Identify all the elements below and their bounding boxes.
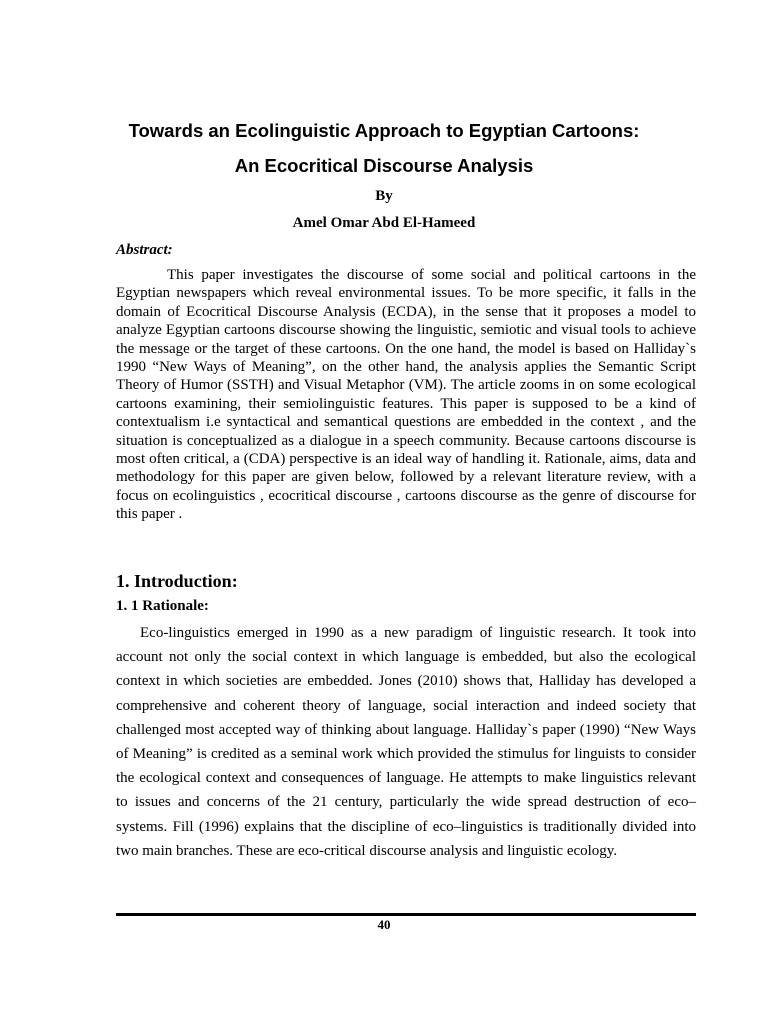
paper-title-line-2: An Ecocritical Discourse Analysis: [234, 155, 534, 176]
section-heading-introduction: 1. Introduction:: [116, 571, 238, 591]
author-name: Amel Omar Abd El-Hameed: [292, 215, 476, 231]
footer-divider: [116, 913, 696, 916]
abstract-heading: Abstract:: [116, 242, 173, 258]
abstract-text: This paper investigates the discourse of some social and political cartoons in the Egyptian newspapers which reveal environmental issues. To be more specific, it falls in the domain of Ecocritical Discourse Analysis (ECDA), in the sense that it proposes a model to analyze Egyptian cartoons discourse showing the linguistic, semiotic and visual tools to achieve the message or the target of these cartoons. On the one hand, the model is based on Halliday`s 1990 “New Ways of Meaning”, on the other hand, the analysis applies the Semantic Script Theory of Humor (SSTH) and Visual Metaphor (VM). The article zooms in on some ecological cartoons examining, their semiolinguistic features. This paper is supposed to be a kind of contextualism i.e syntactical and semantical questions are embedded in the context , and the situation is conceptualized as a dialogue in a speech community. Because cartoons discourse is most often critical, a (CDA) perspective is an ideal way of handling it. Rationale, aims, data and methodology for this paper are given below, followed by a relevant literature review, with a focus on ecolinguistics , ecocritical discourse , cartoons discourse as the genre of discourse for this paper .: [116, 267, 696, 523]
body-paragraph: Eco-linguistics emerged in 1990 as a new paradigm of linguistic research. It took into account not only the social context in which language is embedded, but also the ecological context in which societies are embedded. Jones (2010) shows that, Halliday has developed a comprehensive and coherent theory of language, social interaction and indeed society that challenged most accepted way of thinking about language. Halliday`s paper (1990) “New Ways of Meaning” is credited as a seminal work which provided the stimulus for linguists to consider the ecological context and consequences of language. He attempts to make linguistics relevant to issues and concerns of the 21 century, particularly the wide spread destruction of eco–systems. Fill (1996) explains that the discipline of eco–linguistics is traditionally divided into two main branches. These are eco-critical discourse analysis and linguistic ecology.: [116, 625, 696, 859]
subsection-heading-rationale: 1. 1 Rationale:: [116, 598, 209, 614]
paper-title-line-1: Towards an Ecolinguistic Approach to Egyptian Cartoons:: [128, 120, 640, 141]
page-number: 40: [377, 917, 391, 932]
by-line: By: [375, 188, 393, 204]
